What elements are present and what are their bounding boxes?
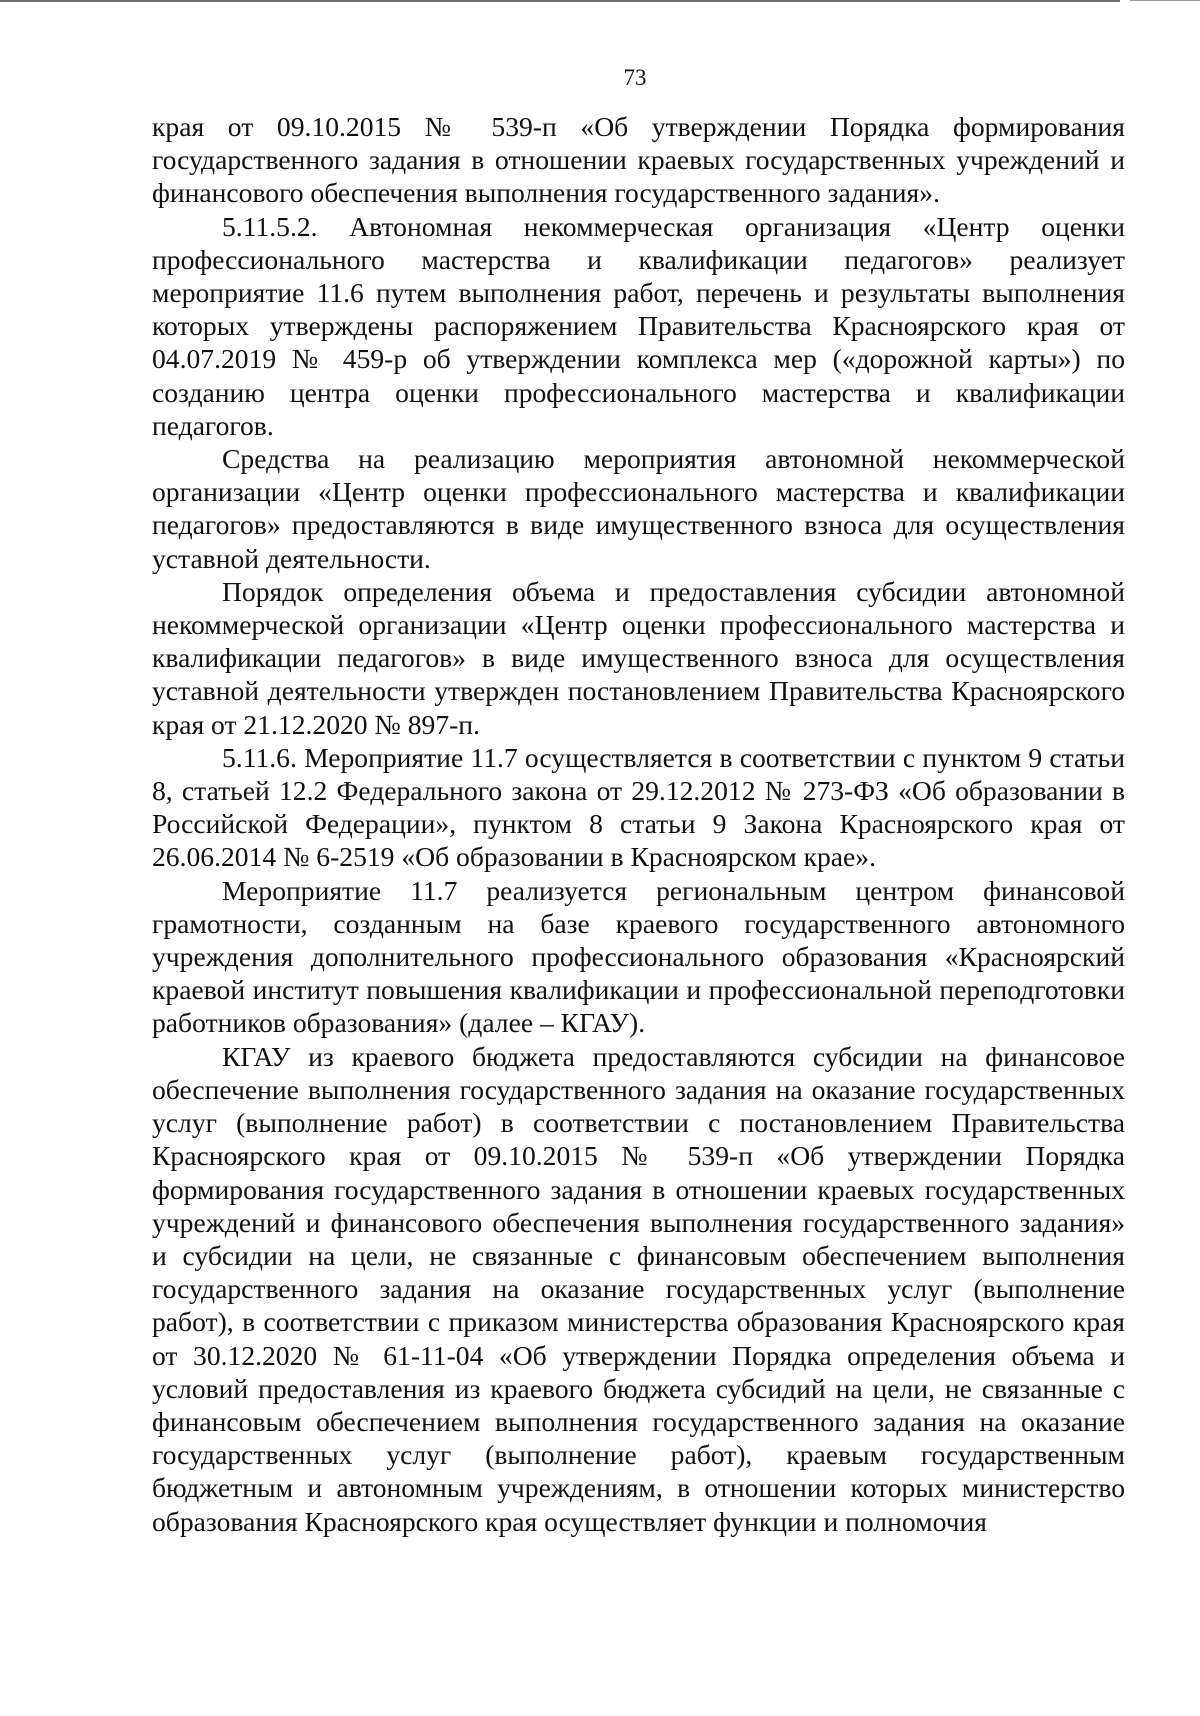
paragraph-3: Средства на реализацию мероприятия автономной некоммерческой организации «Центр оценки профессионального мастерства и квалификации педагогов» предоставляются в виде имущественного взноса для осуществления уставной деятельности.	[152, 443, 1125, 574]
scan-top-edge-right	[1130, 0, 1200, 1]
paragraph-6: Мероприятие 11.7 реализуется региональным центром финансовой грамотности, созданным на базе краевого государственного автономного учреждения дополнительного профессионального образования «Красноярский краевой институт повышения квалификации и профессиональной переподготовки работников образования» (далее – КГАУ).	[152, 874, 1125, 1039]
document-body	[152, 110, 1125, 1538]
page-number: 73	[623, 65, 647, 90]
paragraph-7: КГАУ из краевого бюджета предоставляются субсидии на финансовое обеспечение выполнения государственного задания на оказание государственных услуг (выполнение работ) в соответствии с постановлением Правительства Красноярского края от 09.10.2015 № 539-п «Об утверждении Порядка формирования государственного задания в отношении краевых государственных учреждений и финансового обеспечения выполнения государственного задания» и субсидии на цели, не связанные с финансовым обеспечением выполнения государственного задания на оказание государственных услуг (выполнение работ), в соответствии с приказом министерства образования Красноярского края от 30.12.2020 № 61-11-04 «Об утверждении Порядка определения объема и условий предоставления из краевого бюджета субсидий на цели, не связанные с финансовым обеспечением выполнения государственного задания на оказание государственных услуг (выполнение работ), краевым государственным бюджетным и автономным учреждениям, в отношении которых министерство образования Красноярского края осуществляет функции и полномочия	[152, 1040, 1125, 1537]
paragraph-2: 5.11.5.2. Автономная некоммерческая организация «Центр оценки профессионального мастерства и квалификации педагогов» реализует мероприятие 11.6 путем выполнения работ, перечень и результаты выполнения которых утверждены распоряжением Правительства Красноярского края от 04.07.2019 № 459-р об утверждении комплекса мер («дорожной карты») по созданию центра оценки профессионального мастерства и квалификации педагогов.	[152, 210, 1125, 441]
paragraph-5: 5.11.6. Мероприятие 11.7 осуществляется в соответствии с пунктом 9 статьи 8, статьей 12.2 Федерального закона от 29.12.2012 № 273-ФЗ «Об образовании в Российской Федерации», пунктом 8 статьи 9 Закона Красноярского края от 26.06.2014 № 6-2519 «Об образовании в Красноярском крае».	[152, 741, 1125, 873]
paragraph-4: Порядок определения объема и предоставления субсидии автономной некоммерческой организации «Центр оценки профессионального мастерства и квалификации педагогов» в виде имущественного взноса для осуществления уставной деятельности утвержден постановлением Правительства Красноярского края от 21.12.2020 № 897-п.	[152, 575, 1125, 740]
paragraph-1: края от 09.10.2015 № 539-п «Об утверждении Порядка формирования государственного задания в отношении краевых государственных учреждений и финансового обеспечения выполнения государственного задания».	[152, 111, 1125, 209]
scan-top-edge	[0, 0, 1120, 2]
